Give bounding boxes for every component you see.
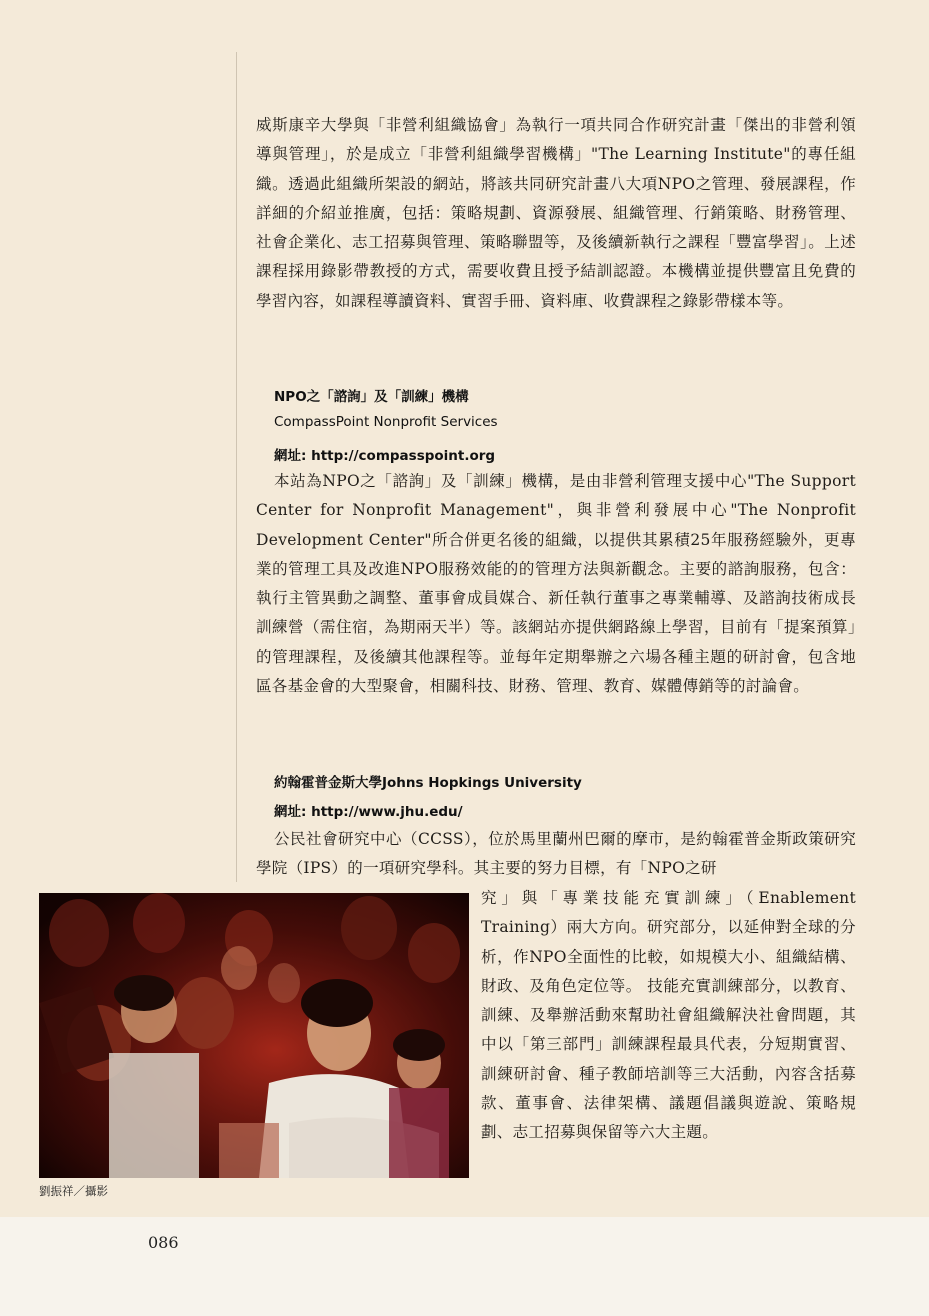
- crowd-photo: [39, 893, 469, 1178]
- compasspoint-org-name: CompassPoint Nonprofit Services: [274, 414, 498, 430]
- compasspoint-heading: NPO之「諮詢」及「訓練」機構: [274, 389, 469, 405]
- jhu-heading: 約翰霍普金斯大學Johns Hopkings University: [274, 775, 582, 791]
- jhu-body-top: 公民社會研究中心（CCSS），位於馬里蘭州巴爾的摩市，是約翰霍普金斯政策研究學院（IPS）的一項研究學科。其主要的努力目標，有「NPO之研: [256, 830, 856, 878]
- jhu-body-side: 究」與「專業技能充實訓練」（Enablement Training）兩大方向。研究部分，以延伸對全球的分析，作NPO全面性的比較，如規模大小、組織結構、財政、及角色定位等。 技能充實訓練部分，以教育、訓練、及舉辦活動來幫助社會組織解決社會問題，其中以「第三部門」訓練課程最具代表，分短期實習、訓練研討會、種子教師培訓等三大活動，內容含括募款、董事會、法律架構、議題倡議與遊說、策略規劃、志工招募與保留等六大主題。: [481, 889, 856, 1142]
- page-bottom-band: [0, 1217, 929, 1316]
- compasspoint-website: 網址: http://compasspoint.org: [274, 448, 496, 464]
- compasspoint-body: 本站為NPO之「諮詢」及「訓練」機構，是由非營利管理支援中心"The Support Center for Nonprofit Management"，與非營利發展中心"The Nonprofit Development Center"所合併更名後的組織，以提供其累積25年服務經驗外，更專業的管理工具及改進NPO服務效能的的管理方法與新觀念。主要的諮詢服務，包含：執行主管異動之調整、董事會成員媒合、新任執行董事之專業輔導、及諮詢技術成長訓練營（需住宿，為期兩天半）等。該網站亦提供網路線上學習，目前有「提案預算」的管理課程，及後續其他課程等。並每年定期舉辦之六場各種主題的研討會，包含地區各基金會的大型聚會，相關科技、財務、管理、教育、媒體傳銷等的討論會。: [256, 472, 856, 696]
- photo-caption: 劉振祥／攝影: [39, 1184, 108, 1198]
- jhu-website: 網址: http://www.jhu.edu/: [274, 804, 463, 820]
- crowd-photo-illustration: [39, 893, 469, 1178]
- margin-rule: [236, 52, 237, 882]
- page-number: 086: [148, 1233, 179, 1252]
- intro-paragraph: 威斯康辛大學與「非營利組織協會」為執行一項共同合作研究計畫「傑出的非營利領導與管理」，於是成立「非營利組織學習機構」"The Learning Institute"的專任組織。透過此組織所架設的網站，將該共同研究計畫八大項NPO之管理、發展課程，作詳細的介紹並推廣，包括：策略規劃、資源發展、組織管理、行銷策略、財務管理、社會企業化、志工招募與管理、策略聯盟等，及後續新執行之課程「豐富學習」。上述課程採用錄影帶教授的方式，需要收費且授予結訓認證。本機構並提供豐富且免費的學習內容，如課程導讀資料、實習手冊、資料庫、收費課程之錄影帶樣本等。: [256, 116, 856, 310]
